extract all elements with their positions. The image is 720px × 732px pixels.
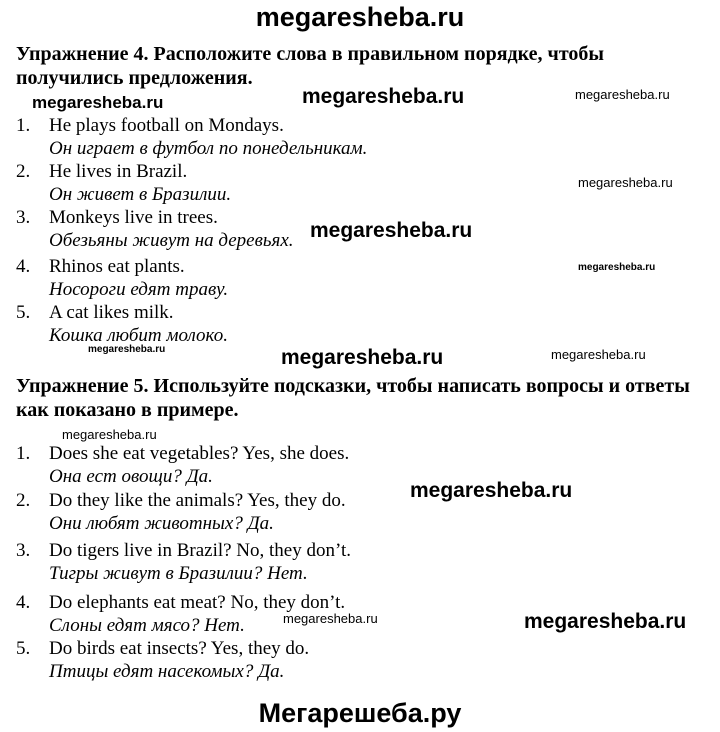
exercise4-item-number: 1.	[16, 115, 31, 136]
exercise4-item-russian: Кошка любит молоко.	[49, 325, 228, 346]
exercise4-item-russian: Обезьяны живут на деревьях.	[49, 230, 294, 251]
exercise5-item-number: 5.	[16, 638, 31, 659]
watermark-text: megaresheba.ru	[578, 262, 656, 273]
exercise4-item-number: 2.	[16, 161, 31, 182]
exercise5-item-english: Do tigers live in Brazil? No, they don’t.	[49, 540, 352, 561]
watermark-text: megaresheba.ru	[410, 479, 573, 502]
exercise4-item-english: A cat likes milk.	[49, 302, 174, 323]
exercise5-item-russian: Они любят животных? Да.	[49, 513, 274, 534]
exercise5-item-russian: Тигры живут в Бразилии? Нет.	[49, 563, 308, 584]
exercise5-item-english: Do birds eat insects? Yes, they do.	[49, 638, 310, 659]
exercise4-title-line2: получились предложения.	[16, 67, 253, 89]
exercise5-item-english: Does she eat vegetables? Yes, she does.	[49, 443, 350, 464]
exercise4-item-number: 4.	[16, 256, 31, 277]
watermark-text: megaresheba.ru	[88, 344, 166, 355]
watermark-text: megaresheba.ru	[524, 610, 687, 633]
exercise4-item-russian: Носороги едят траву.	[49, 279, 229, 300]
exercise5-item-number: 4.	[16, 592, 31, 613]
exercise4-item-number: 3.	[16, 207, 31, 228]
exercise5-item-russian: Птицы едят насекомых? Да.	[49, 661, 285, 682]
exercise4-item-english: Rhinos eat plants.	[49, 256, 185, 277]
exercise5-item-number: 2.	[16, 490, 31, 511]
watermark-text: megaresheba.ru	[302, 85, 465, 108]
exercise5-title-line1: Упражнение 5. Используйте подсказки, чтобы написать вопросы и ответы	[16, 375, 690, 397]
exercise5-title-line2: как показано в примере.	[16, 399, 239, 421]
exercise5-item-number: 3.	[16, 540, 31, 561]
exercise5-item-russian: Слоны едят мясо? Нет.	[49, 615, 245, 636]
watermark-text: megaresheba.ru	[575, 87, 670, 102]
exercise4-title-line1: Упражнение 4. Расположите слова в правильном порядке, чтобы	[16, 43, 604, 65]
watermark-text: megaresheba.ru	[551, 347, 646, 362]
exercise4-item-english: He plays football on Mondays.	[49, 115, 284, 136]
exercise5-item-english: Do elephants eat meat? No, they don’t.	[49, 592, 346, 613]
watermark-text: megaresheba.ru	[281, 346, 444, 369]
watermark-text: megaresheba.ru	[32, 93, 164, 112]
exercise4-item-russian: Он живет в Бразилии.	[49, 184, 232, 205]
exercise5-item-english: Do they like the animals? Yes, they do.	[49, 490, 346, 511]
exercise4-item-russian: Он играет в футбол по понедельникам.	[49, 138, 368, 159]
exercise5-item-russian: Она ест овощи? Да.	[49, 466, 213, 487]
exercise4-item-english: Monkeys live in trees.	[49, 207, 218, 228]
site-header: megaresheba.ru	[255, 2, 465, 32]
watermark-text: megaresheba.ru	[283, 611, 378, 626]
exercise5-item-number: 1.	[16, 443, 31, 464]
watermark-text: megaresheba.ru	[578, 175, 673, 190]
site-footer: Мегарешеба.ру	[258, 698, 462, 728]
exercise4-item-number: 5.	[16, 302, 31, 323]
exercise4-item-english: He lives in Brazil.	[49, 161, 188, 182]
watermark-text: megaresheba.ru	[62, 427, 157, 442]
watermark-text: megaresheba.ru	[310, 219, 473, 242]
